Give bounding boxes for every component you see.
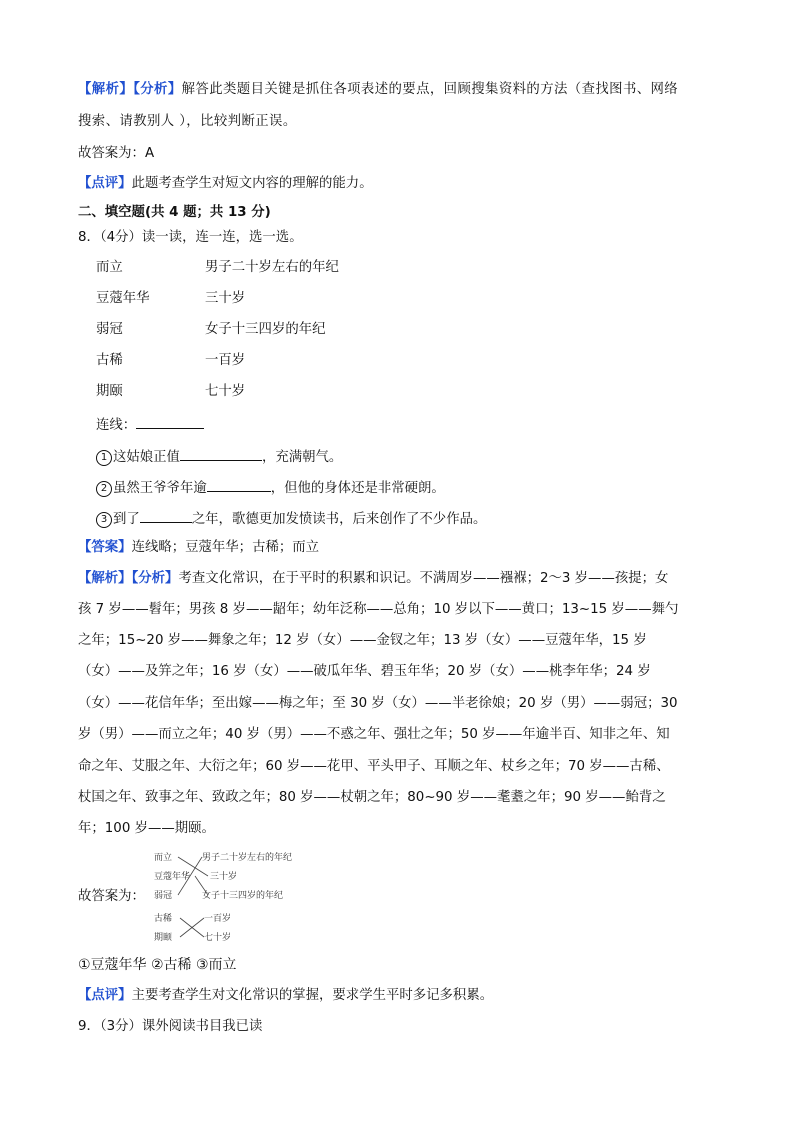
diagram-right-1: 男子二十岁左右的年纪 bbox=[202, 853, 293, 863]
sentence-1-before: 这姑娘正值 bbox=[113, 450, 180, 465]
answer-text: 连线略；豆蔻年华；古稀；而立 bbox=[131, 540, 320, 555]
pair-right-4: 一百岁 bbox=[205, 353, 246, 368]
pair-right-1: 男子二十岁左右的年纪 bbox=[205, 260, 339, 275]
pair-right-3: 女子十三四岁的年纪 bbox=[205, 322, 326, 337]
sentence-2-before: 虽然王爷爷年逾 bbox=[113, 481, 207, 496]
analysis-line-2: 搜索、请教别人 ），比较判断正误。 bbox=[78, 114, 297, 129]
sentence-2-after: ，但他的身体还是非常硬朗。 bbox=[270, 481, 445, 496]
sentence-3-after: 之年，歌德更加发愤读书，后来创作了不少作品。 bbox=[191, 512, 487, 527]
diagram-left-1: 而立 bbox=[154, 853, 173, 863]
analysis-8-line-2: 孩 7 岁——髫年；男孩 8 岁——龆年；幼年泛称——总角；10 岁以下——黄口；13~15 岁——舞勺 bbox=[78, 602, 679, 617]
sentence-3-before: 到了 bbox=[113, 512, 140, 527]
question-8-stem: 8．（4分）读一读，连一连，选一选。 bbox=[78, 230, 303, 245]
sentence-1 bbox=[96, 445, 342, 468]
comment-8-tag: 【点评】 bbox=[78, 988, 132, 1003]
sentence-2 bbox=[96, 476, 445, 499]
answer-tag: 【答案】 bbox=[78, 540, 132, 555]
sentence-2-blank bbox=[207, 476, 271, 492]
analysis-8-tag: 【解析】 bbox=[78, 571, 132, 586]
comment-line bbox=[78, 174, 373, 194]
analysis-8-line-6: 岁（男）——而立之年；40 岁（男）——不惑之年、强壮之年；50 岁——年逾半百、知非之年、知 bbox=[78, 727, 670, 742]
analysis-8-line-3: 之年；15~20 岁——舞象之年；12 岁（女）——金钗之年；13 岁（女）——豆蔻年华，15 岁 bbox=[78, 633, 647, 648]
matching-diagram bbox=[150, 846, 310, 946]
analysis-subtag: 【分析】 bbox=[133, 82, 182, 97]
sentence-3 bbox=[96, 507, 486, 530]
sentence-number-3: 3 bbox=[96, 512, 112, 528]
sentence-1-after: ，充满朝气。 bbox=[261, 450, 343, 465]
pair-left-4: 古稀 bbox=[96, 353, 123, 368]
sentence-number-1: 1 bbox=[96, 450, 112, 466]
analysis-8-line-7: 命之年、艾服之年、大衍之年；60 岁——花甲、平头甲子、耳顺之年、杖乡之年；70 岁——古稀、 bbox=[78, 759, 670, 774]
analysis-line-1 bbox=[78, 80, 678, 100]
sentence-3-blank bbox=[140, 507, 192, 523]
analysis-8-line-4: （女）——及笄之年；16 岁（女）——破瓜年华、碧玉年华；20 岁（女）——桃李年华；24 岁 bbox=[78, 664, 651, 679]
diagram-right-2: 三十岁 bbox=[210, 872, 238, 882]
answer-label: 故答案为： bbox=[78, 889, 145, 904]
pair-right-5: 七十岁 bbox=[205, 384, 246, 399]
comment-8 bbox=[78, 986, 493, 1006]
comment-text: 此题考查学生对短文内容的理解的能力。 bbox=[131, 176, 373, 191]
question-9-stem: 9．（3分）课外阅读书目我已读 bbox=[78, 1019, 263, 1034]
analysis-8-subtag: 【分析】 bbox=[131, 571, 179, 586]
analysis-8-line-5: （女）——花信年华；至出嫁——梅之年；至 30 岁（女）——半老徐娘；20 岁（男）——弱冠；30 bbox=[78, 696, 678, 711]
pair-right-2: 三十岁 bbox=[205, 291, 246, 306]
diagram-left-2: 豆蔻年华 bbox=[154, 872, 191, 882]
answer-8 bbox=[78, 538, 319, 558]
comment-8-text: 主要考查学生对文化常识的掌握，要求学生平时多记多积累。 bbox=[131, 988, 494, 1003]
diagram-right-4: 一百岁 bbox=[204, 914, 232, 924]
analysis-text: 解答此类题目关键是抓住各项表述的要点，回顾搜集资料的方法（查找图书、网络 bbox=[181, 82, 679, 97]
final-answers: ①豆蔻年华 ②古稀 ③而立 bbox=[78, 957, 237, 973]
sentence-1-blank bbox=[180, 445, 262, 461]
answer-line: 故答案为：A bbox=[78, 146, 155, 161]
diagram-left-3: 弱冠 bbox=[154, 891, 173, 901]
diagram-left-5: 期颐 bbox=[154, 933, 173, 943]
analysis-tag: 【解析】 bbox=[78, 82, 134, 97]
diagram-right-3: 女子十三四岁的年纪 bbox=[202, 891, 284, 901]
diagram-left-4: 古稀 bbox=[154, 914, 173, 924]
analysis-8-line-1 bbox=[78, 569, 668, 589]
connect-label: 连线： bbox=[96, 418, 137, 433]
pair-left-5: 期颐 bbox=[96, 384, 123, 399]
comment-tag: 【点评】 bbox=[78, 176, 132, 191]
pair-left-3: 弱冠 bbox=[96, 322, 123, 337]
connect-blank bbox=[136, 413, 204, 429]
diagram-right-5: 七十岁 bbox=[204, 933, 232, 943]
sentence-number-2: 2 bbox=[96, 481, 112, 497]
analysis-8-line-9: 年；100 岁——期颐。 bbox=[78, 821, 215, 836]
pair-left-1: 而立 bbox=[96, 260, 123, 275]
pair-left-2: 豆蔻年华 bbox=[96, 291, 150, 306]
analysis-8-line-8: 杖国之年、致事之年、致政之年；80 岁——杖朝之年；80~90 岁——耄耋之年；90 岁——鲐背之 bbox=[78, 790, 666, 805]
connect-line bbox=[96, 413, 204, 436]
section-title: 二、填空题(共 4 题；共 13 分) bbox=[78, 205, 271, 220]
analysis-8-text-1: 考查文化常识，在于平时的积累和识记。不满周岁——襁褓；2～3 岁——孩提；女 bbox=[178, 571, 669, 586]
